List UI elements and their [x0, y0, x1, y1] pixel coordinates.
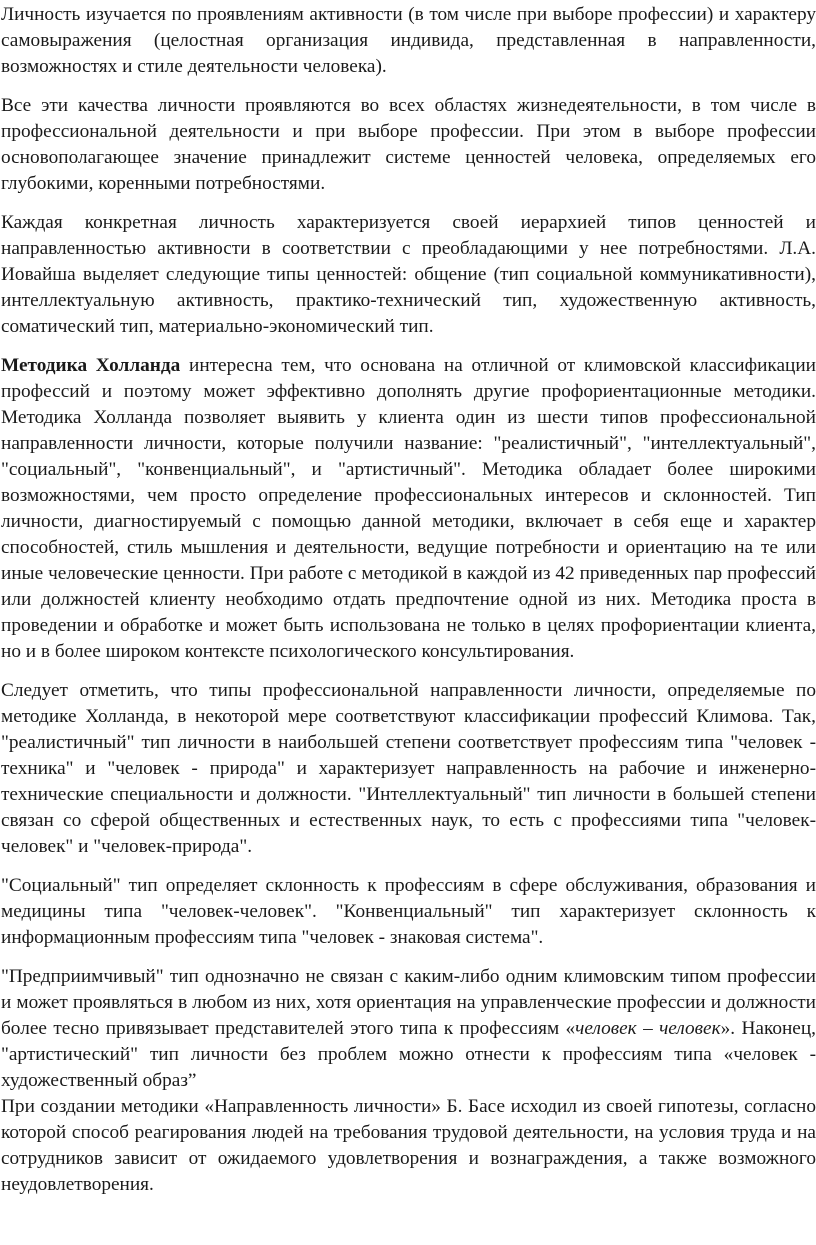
holland-method-text: интересна тем, что основана на отличной от климовской классификации профессий и поэтому может эффективно дополнять другие профориентационные методики. Методика Холланда позволяет выявить у клиента один из шести типов профессиональной направленности личности, которые получили название: "реалистичный", "интеллектуальный", "социальный", "конвенциальный", и "артистичный". Методика обладает более широкими возможностями, чем просто определение профессиональных интересов и склонностей. Тип личности, диагностируемый с помощью данной методики, включает в себя еще и характер способностей, стиль мышления и деятельности, ведущие потребности и ориентацию на те или иные человеческие ценности. При работе с методикой в каждой из 42 приведенных пар профессий или должностей клиенту необходимо отдать предпочтение одной из них. Методика проста в проведении и обработке и может быть использована не только в целях профориентации клиента, но и в более широком контексте психологического консультирования.: [1, 355, 816, 662]
paragraph-holland-klimov: Следует отметить, что типы профессиональной направленности личности, определяемые по методике Холланда, в некоторой мере соответствуют классификации профессий Климова. Так, "реалистичный" тип личности в наибольшей степени соответствует профессиям типа "человек - техника" и "человек - природа" и характеризует направленность на рабочие и инженерно-технические специальности и должности. "Интеллектуальный" тип личности в большей степени связан со сферой общественных и естественных наук, то есть с профессиями типа "человек-человек" и "человек-природа".: [1, 680, 816, 857]
paragraph-enterprising-type: [1, 964, 816, 1094]
paragraph-bass-method: При создании методики «Направленность личности» Б. Басе исходил из своей гипотезы, согласно которой способ реагирования людей на требования трудовой деятельности, на условия труда и на сотрудников зависит от ожидаемого удовлетворения и вознаграждения, а также возможного неудовлетворения.: [1, 1096, 816, 1195]
holland-method-term: Методика Холланда: [1, 355, 181, 376]
paragraph-values-system: Все эти качества личности проявляются во всех областях жизнедеятельности, в том числе в профессиональной деятельности и при выборе профессии. При этом в выборе профессии основополагающее значение принадлежит системе ценностей человека, определяемых его глубокими, коренными потребностями.: [1, 95, 816, 194]
enterprising-text-start: "Предприимчивый" тип однозначно не связан с каким-либо одним климовским типом профессии и может проявляться в любом из них, хотя ориентация на управленческие профессии и должности более тесно привязывает представителей этого типа к профессиям «: [1, 966, 816, 1039]
paragraph-personality-study: Личность изучается по проявлениям активности (в том числе при выборе профессии) и характеру самовыражения (целостная организация индивида, представленная в направленности, возможностях и стиле деятельности человека).: [1, 4, 816, 77]
paragraph-value-types: Каждая конкретная личность характеризуется своей иерархией типов ценностей и направленностью активности в соответствии с преобладающими у нее потребностями. Л.А. Иовайша выделяет следующие типы ценностей: общение (тип социальной коммуникативности), интеллектуальную активность, практико-технический тип, художественную активность, соматический тип, материально-экономический тип.: [1, 212, 816, 337]
enterprising-italic-term: человек – человек: [575, 1018, 721, 1039]
enterprising-text-end: ». Наконец, "артистический" тип личности без проблем можно отнести к профессиям типа «человек - художественный образ”: [1, 1018, 816, 1091]
paragraph-holland-method: [1, 353, 816, 665]
paragraph-social-type: "Социальный" тип определяет склонность к профессиям в сфере обслуживания, образования и медицины типа "человек-человек". "Конвенциальный" тип характеризует склонность к информационным профессиям типа "человек - знаковая система".: [1, 875, 816, 948]
